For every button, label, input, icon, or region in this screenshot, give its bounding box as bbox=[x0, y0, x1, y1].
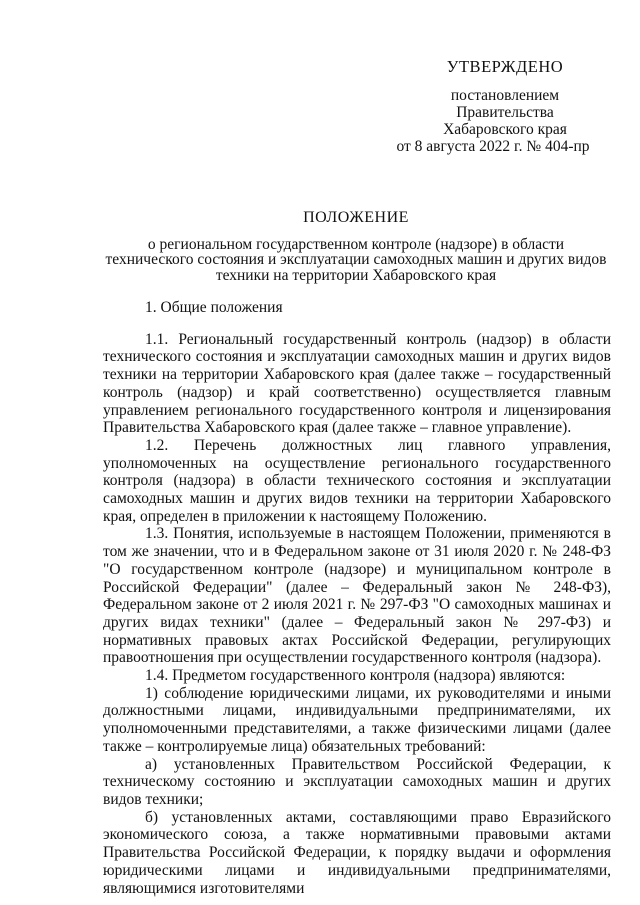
paragraph-1-4: 1.4. Предметом государственного контроля (надзора) являются: bbox=[145, 667, 566, 685]
document-title: ПОЛОЖЕНИЕ bbox=[303, 209, 409, 226]
paragraph-1-2: 1.2. Перечень должностных лиц главного управления, уполномоченных на осуществление регионального государственного контроля (надзора) в области технического состояния и эксплуатации самоходных машин и других видов техники на территории Хабаровского края, определен в приложении к настоящему Положению. bbox=[103, 436, 611, 525]
approval-line-2: Правительства bbox=[456, 104, 554, 121]
approval-date: от 8 августа 2022 г. № 404-пр bbox=[396, 138, 590, 155]
paragraph-1-4-item-1: 1) соблюдение юридическими лицами, их руководителями и иными должностными лицами, индивидуальными предпринимателями, их уполномоченными представителями, а также физическими лицами (далее также – контролируемые лица) обязательных требований: bbox=[103, 684, 611, 755]
paragraph-1-1: 1.1. Региональный государственный контроль (надзор) в области технического состояния и эксплуатации самоходных машин и других видов техники на территории Хабаровского края (далее также – государственный контроль (надзор) и край соответственно) осуществляется главным управлением регионального государственного контроля и лицензирования Правительства Хабаровского края (далее также – главное управление). bbox=[103, 330, 611, 437]
paragraph-1-3: 1.3. Понятия, используемые в настоящем Положении, применяются в том же значении, что и в Федеральном законе от 31 июля 2020 г. № 248-ФЗ "О государственном контроле (надзоре) и муниципальном контроле в Российской Федерации" (далее – Федеральный закон № 248-ФЗ), Федеральном законе от 2 июля 2021 г. № 297-ФЗ "О самоходных машинах и других видах техники" (далее – Федеральный закон № 297-ФЗ) и нормативных правовых актах Российской Федерации, регулирующих правоотношения при осуществлении государственного контроля (надзора). bbox=[103, 525, 611, 667]
section-heading-general: 1. Общие положения bbox=[145, 299, 283, 316]
approval-line-3: Хабаровского края bbox=[443, 121, 567, 138]
document-subtitle-line-1: о региональном государственном контроле (надзоре) в области bbox=[147, 235, 565, 253]
approval-stamp bbox=[396, 57, 610, 155]
paragraph-1-4-item-1-b: б) установленных актами, составляющими право Евразийского экономического союза, а также нормативными правовыми актами Правительства Российской Федерации, к порядку выдачи и оформления юридическими лицами и индивидуальными предпринимателями, являющимися изготовителями bbox=[103, 808, 611, 897]
document-subtitle-line-3: техники на территории Хабаровского края bbox=[215, 266, 497, 284]
approval-line-1: постановлением bbox=[450, 87, 560, 104]
document-subtitle-line-2: технического состояния и эксплуатации самоходных машин и других видов bbox=[105, 251, 607, 268]
approval-heading: УТВЕРЖДЕНО bbox=[446, 57, 564, 76]
paragraph-1-4-item-1-a: а) установленных Правительством Российской Федерации, к техническому состоянию и эксплуатации самоходных машин и других видов техники; bbox=[103, 755, 611, 808]
document-title-block bbox=[96, 210, 616, 283]
document-body bbox=[103, 299, 611, 897]
